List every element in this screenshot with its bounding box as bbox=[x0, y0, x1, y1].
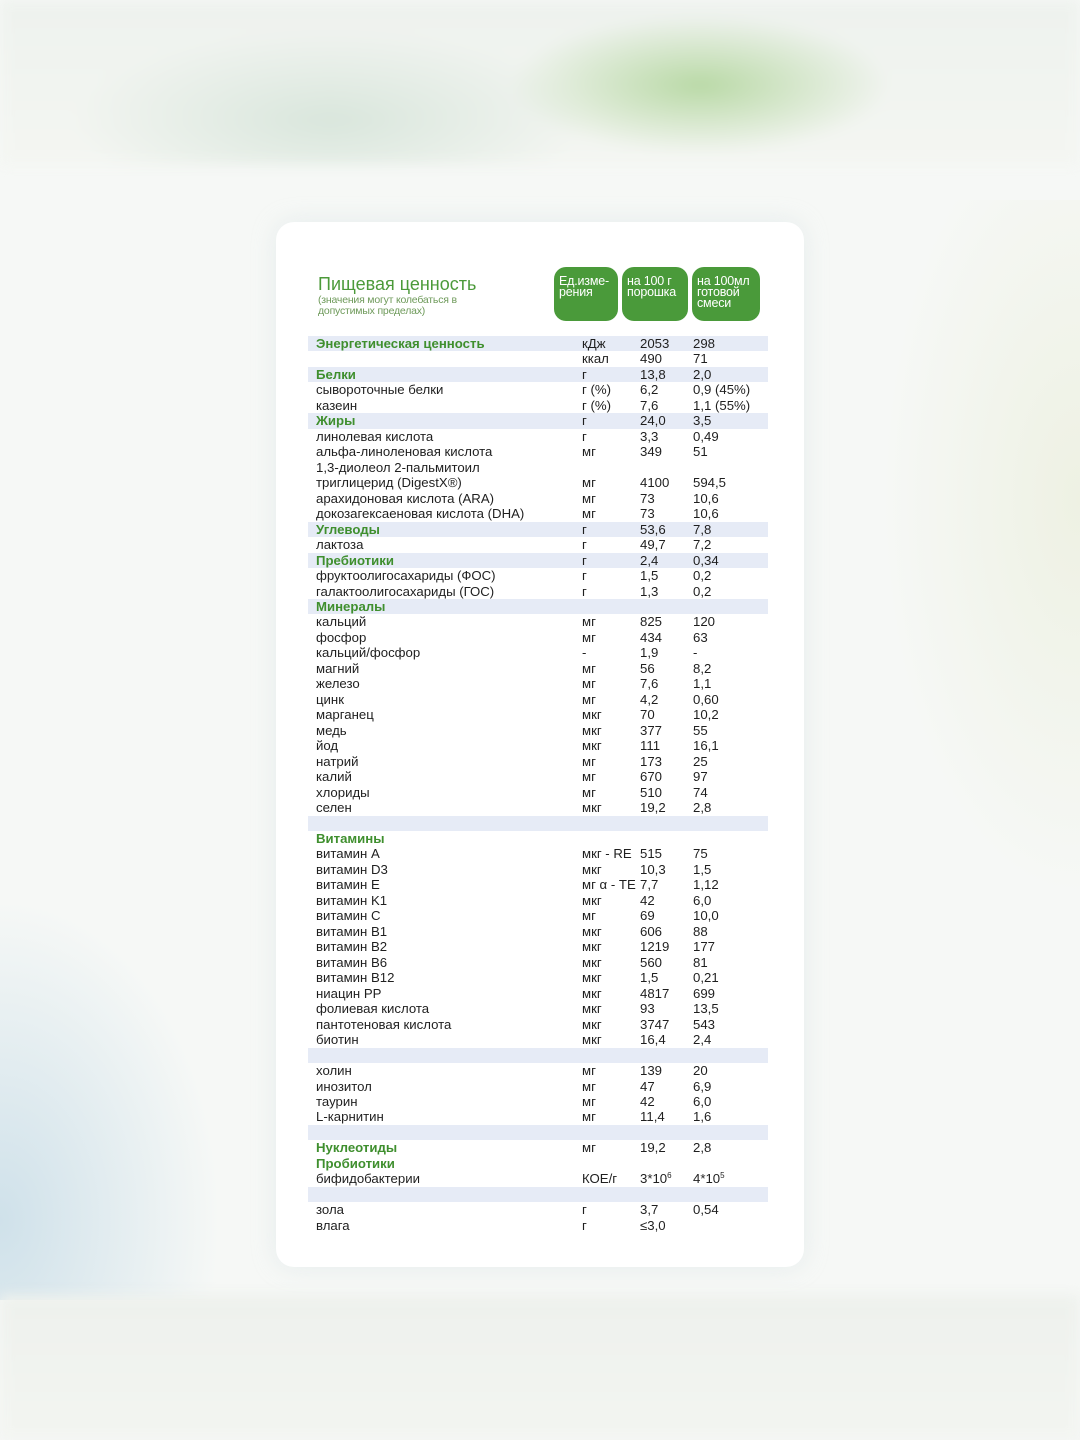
unit-cell: мкг bbox=[582, 707, 602, 723]
per-100ml-cell: 2,8 bbox=[693, 1140, 712, 1156]
nutrient-name: докозагексаеновая кислота (DHA) bbox=[316, 506, 525, 522]
table-row bbox=[308, 738, 768, 753]
unit-cell: г bbox=[582, 583, 587, 599]
per-100g-cell: $3*10^6$ bbox=[640, 1171, 672, 1187]
per-100g-cell: 73 bbox=[640, 490, 655, 506]
unit-cell: мг bbox=[582, 908, 596, 924]
unit-cell: г bbox=[582, 552, 587, 568]
unit-cell: мг bbox=[582, 691, 596, 707]
per-100g-cell: 4,2 bbox=[640, 691, 659, 707]
column-header-unit: Ед.изме- рения bbox=[554, 267, 618, 321]
nutrient-name: хлориды bbox=[316, 784, 370, 800]
table-row bbox=[308, 1171, 768, 1186]
unit-cell: мкг bbox=[582, 722, 602, 738]
per-100ml-cell: 10,0 bbox=[693, 908, 719, 924]
per-100g-cell: 56 bbox=[640, 660, 655, 676]
nutrient-name: фруктоолигосахариды (ФОС) bbox=[316, 568, 496, 584]
per-100ml-cell: 1,12 bbox=[693, 877, 719, 893]
nutrient-name: цинк bbox=[316, 691, 344, 707]
unit-cell: мкг bbox=[582, 954, 602, 970]
section-row bbox=[308, 413, 768, 428]
table-row bbox=[308, 800, 768, 815]
unit-cell: мг bbox=[582, 490, 596, 506]
unit-cell: мг bbox=[582, 753, 596, 769]
per-100ml-cell: 10,6 bbox=[693, 490, 719, 506]
unit-cell: мкг bbox=[582, 892, 602, 908]
table-row bbox=[308, 1187, 768, 1202]
per-100g-cell: 606 bbox=[640, 923, 663, 939]
nutrition-table bbox=[308, 336, 768, 1233]
unit-cell: мг bbox=[582, 1078, 596, 1094]
per-100g-cell: 1,5 bbox=[640, 970, 659, 986]
per-100g-cell: 42 bbox=[640, 892, 655, 908]
column-header-per-100ml: на 100мл готовой смеси bbox=[692, 267, 760, 321]
per-100ml-cell: 75 bbox=[693, 846, 708, 862]
unit-cell: мкг bbox=[582, 970, 602, 986]
per-100ml-cell: 71 bbox=[693, 351, 708, 367]
table-row bbox=[308, 491, 768, 506]
unit-cell: г bbox=[582, 428, 587, 444]
per-100ml-cell: 7,8 bbox=[693, 521, 712, 537]
per-100ml-cell: 2,8 bbox=[693, 800, 712, 816]
table-row bbox=[308, 1079, 768, 1094]
per-100ml-cell: 88 bbox=[693, 923, 708, 939]
table-row bbox=[308, 1063, 768, 1078]
nutrient-name: таурин bbox=[316, 1093, 358, 1109]
nutrient-name: казеин bbox=[316, 397, 358, 413]
per-100g-cell: 560 bbox=[640, 954, 663, 970]
table-row bbox=[308, 630, 768, 645]
nutrient-name: фосфор bbox=[316, 629, 367, 645]
unit-cell: г bbox=[582, 1202, 587, 1218]
per-100g-cell: 13,8 bbox=[640, 366, 666, 382]
nutrient-name: Жиры bbox=[316, 413, 356, 429]
per-100g-cell: 510 bbox=[640, 784, 663, 800]
per-100g-cell: 1,5 bbox=[640, 568, 659, 584]
nutrient-name: витамин B12 bbox=[316, 970, 395, 986]
nutrient-name: линолевая кислота bbox=[316, 428, 434, 444]
per-100ml-cell: 74 bbox=[693, 784, 708, 800]
nutrient-name: селен bbox=[316, 800, 352, 816]
nutrient-name: витамин D3 bbox=[316, 861, 388, 877]
table-row bbox=[308, 924, 768, 939]
table-row bbox=[308, 970, 768, 985]
per-100ml-cell: 0,21 bbox=[693, 970, 719, 986]
unit-cell: г bbox=[582, 413, 587, 429]
nutrient-name: кальций bbox=[316, 614, 367, 630]
nutrition-header bbox=[308, 262, 768, 322]
table-row bbox=[308, 444, 768, 459]
nutrient-name: витамин A bbox=[316, 846, 380, 862]
table-row bbox=[308, 1032, 768, 1047]
nutrient-name: лактоза bbox=[316, 537, 364, 553]
unit-cell: мкг bbox=[582, 1016, 602, 1032]
per-100ml-cell: 10,2 bbox=[693, 707, 719, 723]
section-row bbox=[308, 831, 768, 846]
per-100g-cell: 173 bbox=[640, 753, 663, 769]
nutrient-name: влага bbox=[316, 1217, 350, 1233]
nutrient-name: Пребиотики bbox=[316, 552, 394, 568]
per-100g-cell: 7,7 bbox=[640, 877, 659, 893]
unit-cell: мг bbox=[582, 1140, 596, 1156]
table-row bbox=[308, 475, 768, 490]
nutrient-name: холин bbox=[316, 1063, 352, 1079]
table-row bbox=[308, 506, 768, 521]
nutrient-name: бифидобактерии bbox=[316, 1171, 420, 1187]
per-100g-cell: 377 bbox=[640, 722, 663, 738]
per-100ml-cell: 6,9 bbox=[693, 1078, 712, 1094]
unit-cell: ккал bbox=[582, 351, 609, 367]
unit-cell: кДж bbox=[582, 336, 606, 351]
unit-cell: - bbox=[582, 645, 587, 661]
table-row bbox=[308, 382, 768, 397]
per-100ml-cell: 594,5 bbox=[693, 475, 727, 491]
per-100g-cell: 7,6 bbox=[640, 397, 659, 413]
nutrient-name: Белки bbox=[316, 366, 356, 382]
per-100g-cell: 139 bbox=[640, 1063, 663, 1079]
unit-cell: мкг bbox=[582, 985, 602, 1001]
table-row bbox=[308, 1048, 768, 1063]
blurred-background-bottom bbox=[0, 1295, 1080, 1440]
per-100g-cell: 53,6 bbox=[640, 521, 666, 537]
per-100g-cell: 1219 bbox=[640, 939, 670, 955]
table-row bbox=[308, 1094, 768, 1109]
table-row bbox=[308, 846, 768, 861]
section-row bbox=[308, 522, 768, 537]
per-100g-cell: 4100 bbox=[640, 475, 670, 491]
per-100ml-cell: 0,2 bbox=[693, 568, 712, 584]
table-row bbox=[308, 955, 768, 970]
unit-cell: мг bbox=[582, 629, 596, 645]
per-100g-cell: 434 bbox=[640, 629, 663, 645]
unit-cell: г bbox=[582, 568, 587, 584]
per-100ml-cell: 55 bbox=[693, 722, 708, 738]
nutrient-name: кальций/фосфор bbox=[316, 645, 421, 661]
per-100ml-cell: 16,1 bbox=[693, 738, 719, 754]
per-100ml-cell: 0,34 bbox=[693, 552, 719, 568]
per-100g-cell: 670 bbox=[640, 769, 663, 785]
unit-cell: мг bbox=[582, 1109, 596, 1125]
section-row bbox=[308, 336, 768, 351]
table-row bbox=[308, 986, 768, 1001]
unit-cell: мкг - RE bbox=[582, 846, 632, 862]
nutrient-name: Минералы bbox=[316, 598, 386, 614]
nutrient-name: Витамины bbox=[316, 831, 385, 846]
per-100ml-cell: 10,6 bbox=[693, 506, 719, 522]
unit-cell: КОЕ/г bbox=[582, 1171, 618, 1187]
per-100g-cell: 2053 bbox=[640, 336, 670, 351]
unit-cell: г bbox=[582, 1217, 587, 1233]
nutrient-name: марганец bbox=[316, 707, 374, 723]
table-row bbox=[308, 568, 768, 583]
unit-cell: г bbox=[582, 366, 587, 382]
unit-cell: мкг bbox=[582, 939, 602, 955]
per-100g-cell: 111 bbox=[640, 738, 661, 754]
table-row bbox=[308, 676, 768, 691]
unit-cell: мг bbox=[582, 506, 596, 522]
nutrient-name: Углеводы bbox=[316, 521, 380, 537]
nutrient-name: Энергетическая ценность bbox=[316, 336, 485, 351]
per-100g-cell: 4817 bbox=[640, 985, 670, 1001]
unit-cell: мкг bbox=[582, 861, 602, 877]
table-row bbox=[308, 754, 768, 769]
per-100ml-cell: 20 bbox=[693, 1063, 708, 1079]
per-100g-cell: 2,4 bbox=[640, 552, 659, 568]
per-100g-cell: 19,2 bbox=[640, 1140, 666, 1156]
section-row bbox=[308, 553, 768, 568]
per-100g-cell: 515 bbox=[640, 846, 663, 862]
table-row bbox=[308, 460, 768, 475]
per-100g-cell: 42 bbox=[640, 1093, 655, 1109]
nutrient-name: L-карнитин bbox=[316, 1109, 384, 1125]
unit-cell: мг bbox=[582, 1063, 596, 1079]
per-100ml-cell: 7,2 bbox=[693, 537, 712, 553]
per-100ml-cell: - bbox=[693, 645, 698, 661]
nutrient-name: йод bbox=[316, 738, 339, 754]
per-100g-cell: 1,3 bbox=[640, 583, 659, 599]
unit-cell: мг bbox=[582, 769, 596, 785]
per-100g-cell: 3,3 bbox=[640, 428, 659, 444]
per-100g-cell: 349 bbox=[640, 444, 663, 460]
per-100ml-cell: 13,5 bbox=[693, 1001, 719, 1017]
nutrient-name: медь bbox=[316, 722, 347, 738]
per-100ml-cell: 6,0 bbox=[693, 892, 712, 908]
nutrient-name: альфа-линоленовая кислота bbox=[316, 444, 493, 460]
per-100g-cell: 16,4 bbox=[640, 1032, 666, 1048]
per-100ml-cell: 25 bbox=[693, 753, 708, 769]
nutrient-name: арахидоновая кислота (ARA) bbox=[316, 490, 495, 506]
unit-cell: мкг bbox=[582, 738, 602, 754]
unit-cell: мкг bbox=[582, 800, 602, 816]
table-row bbox=[308, 723, 768, 738]
unit-cell: г bbox=[582, 537, 587, 553]
nutrient-name: Пробиотики bbox=[316, 1155, 395, 1171]
background-tint-left bbox=[0, 700, 300, 1300]
per-100g-cell: 10,3 bbox=[640, 861, 666, 877]
per-100ml-cell: 543 bbox=[693, 1016, 716, 1032]
section-row bbox=[308, 1140, 768, 1155]
section-row bbox=[308, 367, 768, 382]
table-row bbox=[308, 939, 768, 954]
table-row bbox=[308, 537, 768, 552]
per-100ml-cell: 81 bbox=[693, 954, 708, 970]
per-100g-cell: ≤3,0 bbox=[640, 1217, 666, 1233]
table-row bbox=[308, 614, 768, 629]
per-100g-cell: 93 bbox=[640, 1001, 655, 1017]
unit-cell: мг bbox=[582, 784, 596, 800]
per-100ml-cell: 177 bbox=[693, 939, 716, 955]
table-row bbox=[308, 1017, 768, 1032]
table-row bbox=[308, 645, 768, 660]
per-100ml-cell: 0,2 bbox=[693, 583, 712, 599]
unit-cell: мкг bbox=[582, 923, 602, 939]
nutrient-name: фолиевая кислота bbox=[316, 1001, 430, 1017]
table-row bbox=[308, 661, 768, 676]
per-100ml-cell: 0,60 bbox=[693, 691, 719, 707]
section-row bbox=[308, 599, 768, 614]
nutrient-name: витамин E bbox=[316, 877, 380, 893]
unit-cell: мг bbox=[582, 614, 596, 630]
per-100g-cell: 11,4 bbox=[640, 1109, 665, 1125]
per-100g-cell: 490 bbox=[640, 351, 663, 367]
per-100g-cell: 3747 bbox=[640, 1016, 670, 1032]
nutrient-name: витамин B1 bbox=[316, 923, 388, 939]
per-100ml-cell: 0,54 bbox=[693, 1202, 719, 1218]
table-row bbox=[308, 785, 768, 800]
background-tint-right bbox=[800, 200, 1080, 1100]
per-100g-cell: 69 bbox=[640, 908, 655, 924]
table-row bbox=[308, 1218, 768, 1233]
table-row bbox=[308, 893, 768, 908]
nutrient-name: биотин bbox=[316, 1032, 359, 1048]
nutrient-name: калий bbox=[316, 769, 352, 785]
per-100g-cell: 24,0 bbox=[640, 413, 666, 429]
per-100ml-cell: 1,1 (55%) bbox=[693, 397, 751, 413]
unit-cell: мкг bbox=[582, 1001, 602, 1017]
column-header-per-100g: на 100 г порошка bbox=[622, 267, 688, 321]
per-100ml-cell: 51 bbox=[693, 444, 708, 460]
unit-cell: г (%) bbox=[582, 382, 611, 398]
per-100ml-cell: 298 bbox=[693, 336, 716, 351]
nutrient-name: сывороточные белки bbox=[316, 382, 444, 398]
table-row bbox=[308, 398, 768, 413]
per-100g-cell: 47 bbox=[640, 1078, 655, 1094]
nutrition-title: Пищевая ценность bbox=[318, 274, 477, 294]
table-row bbox=[308, 877, 768, 892]
table-row bbox=[308, 1109, 768, 1124]
nutrient-name: зола bbox=[316, 1202, 344, 1218]
table-row bbox=[308, 1125, 768, 1140]
per-100ml-cell: 2,4 bbox=[693, 1032, 712, 1048]
per-100ml-cell: 1,1 bbox=[693, 676, 712, 692]
unit-cell: мг bbox=[582, 676, 596, 692]
nutrient-name: Нуклеотиды bbox=[316, 1140, 398, 1156]
nutrient-name: 1,3-диолеол 2-пальмитоил bbox=[316, 459, 480, 475]
per-100ml-cell: 63 bbox=[693, 629, 708, 645]
per-100ml-cell: 0,9 (45%) bbox=[693, 382, 751, 398]
unit-cell: мг bbox=[582, 1093, 596, 1109]
nutrient-name: витамин C bbox=[316, 908, 381, 924]
per-100g-cell: 1,9 bbox=[640, 645, 659, 661]
per-100g-cell: 49,7 bbox=[640, 537, 666, 553]
unit-cell: мг bbox=[582, 475, 596, 491]
unit-cell: мкг bbox=[582, 1032, 602, 1048]
table-row bbox=[308, 1001, 768, 1016]
per-100g-cell: 6,2 bbox=[640, 382, 659, 398]
nutrient-name: натрий bbox=[316, 753, 359, 769]
per-100g-cell: 70 bbox=[640, 707, 655, 723]
per-100g-cell: 19,2 bbox=[640, 800, 666, 816]
nutrition-subtitle: (значения могут колебаться в допустимых пределах) bbox=[318, 294, 457, 317]
per-100g-cell: 3,7 bbox=[640, 1202, 659, 1218]
per-100ml-cell: 1,6 bbox=[693, 1109, 712, 1125]
table-row bbox=[308, 429, 768, 444]
table-row bbox=[308, 908, 768, 923]
per-100g-cell: 73 bbox=[640, 506, 655, 522]
per-100ml-cell: 0,49 bbox=[693, 428, 719, 444]
per-100g-cell: 825 bbox=[640, 614, 663, 630]
per-100ml-cell: 97 bbox=[693, 769, 708, 785]
unit-cell: г bbox=[582, 521, 587, 537]
table-row bbox=[308, 862, 768, 877]
per-100ml-cell: 699 bbox=[693, 985, 716, 1001]
table-row bbox=[308, 816, 768, 831]
nutrient-name: инозитол bbox=[316, 1078, 372, 1094]
nutrient-name: триглицерид (DigestX®) bbox=[316, 475, 462, 491]
table-row bbox=[308, 692, 768, 707]
per-100ml-cell: 1,5 bbox=[693, 861, 712, 877]
table-row bbox=[308, 1202, 768, 1217]
unit-cell: мг bbox=[582, 444, 596, 460]
per-100ml-cell: 3,5 bbox=[693, 413, 712, 429]
nutrient-name: пантотеновая кислота bbox=[316, 1016, 452, 1032]
nutrient-name: витамин K1 bbox=[316, 892, 388, 908]
nutrient-name: витамин B6 bbox=[316, 954, 388, 970]
unit-cell: мг α - TE bbox=[582, 877, 636, 893]
unit-cell: г (%) bbox=[582, 397, 611, 413]
table-row bbox=[308, 707, 768, 722]
nutrient-name: железо bbox=[316, 676, 360, 692]
per-100ml-cell: 8,2 bbox=[693, 660, 712, 676]
per-100ml-cell: 120 bbox=[693, 614, 716, 630]
unit-cell: мг bbox=[582, 660, 596, 676]
table-row bbox=[308, 769, 768, 784]
per-100g-cell: 7,6 bbox=[640, 676, 659, 692]
nutrient-name: ниацин PP bbox=[316, 985, 382, 1001]
nutrient-name: витамин B2 bbox=[316, 939, 388, 955]
blurred-background-top bbox=[0, 0, 1080, 165]
section-row bbox=[308, 1156, 768, 1171]
nutrient-name: магний bbox=[316, 660, 360, 676]
table-row bbox=[308, 351, 768, 366]
nutrient-name: галактоолигосахариды (ГОС) bbox=[316, 583, 495, 599]
per-100ml-cell: $4*10^5$ bbox=[693, 1171, 725, 1187]
table-row bbox=[308, 584, 768, 599]
per-100ml-cell: 2,0 bbox=[693, 366, 712, 382]
per-100ml-cell: 6,0 bbox=[693, 1093, 712, 1109]
